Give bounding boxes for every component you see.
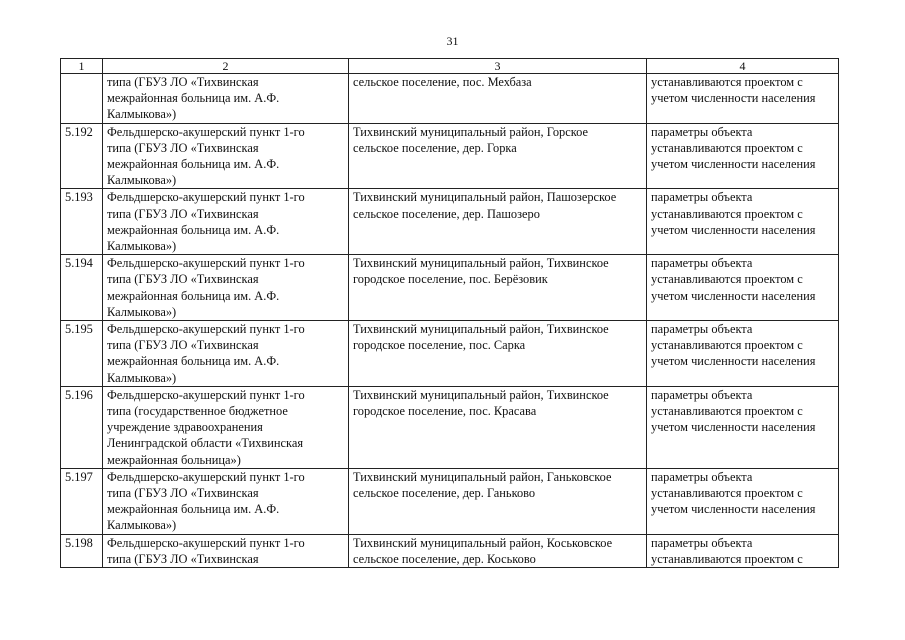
table-row [61, 468, 839, 534]
object-parameters-text: параметры объекта устанавливаются проектом с учетом численности населения [651, 469, 816, 517]
object-location-cell [349, 468, 647, 534]
object-location-text: Тихвинский муниципальный район, Тихвинское городское поселение, пос. Красава [353, 387, 609, 419]
column-header-4: 4 [647, 59, 839, 74]
object-name-text: Фельдшерско-акушерский пункт 1-го типа (ГБУЗ ЛО «Тихвинская межрайонная больница им. А.Ф. Калмыкова») [107, 190, 305, 254]
row-number-text: 5.196 [65, 387, 93, 402]
row-number-text: 5.197 [65, 469, 93, 484]
object-parameters-cell [647, 123, 839, 189]
object-name-text: Фельдшерско-акушерский пункт 1-го типа (ГБУЗ ЛО «Тихвинская межрайонная больница им. А.Ф. Калмыкова») [107, 124, 305, 188]
object-name-text: Фельдшерско-акушерский пункт 1-го типа (ГБУЗ ЛО «Тихвинская межрайонная больница им. А.Ф. Калмыкова») [107, 256, 305, 319]
column-header-3: 3 [349, 59, 647, 74]
object-name-text: Фельдшерско-акушерский пункт 1-го типа (ГБУЗ ЛО «Тихвинская межрайонная больница им. А.Ф. Калмыкова») [107, 322, 305, 385]
object-location-text: Тихвинский муниципальный район, Коськовское сельское поселение, дер. Коськово [353, 535, 613, 566]
column-header-2: 2 [103, 59, 349, 74]
table-row [61, 255, 839, 321]
table-row [61, 123, 839, 189]
object-parameters-cell [647, 534, 839, 567]
object-name-text: Фельдшерско-акушерский пункт 1-го типа (ГБУЗ ЛО «Тихвинская межрайонная больница им. А.Ф. Калмыкова») [107, 469, 305, 533]
object-location-text: Тихвинский муниципальный район, Тихвинское городское поселение, пос. Сарка [353, 322, 609, 353]
object-name-cell [103, 123, 349, 189]
object-parameters-text: параметры объекта устанавливаются проектом с учетом численности населения [651, 124, 816, 172]
object-parameters-text: устанавливаются проектом с учетом численности населения [651, 75, 816, 106]
object-parameters-text: параметры объекта устанавливаются проектом с учетом численности населения [651, 387, 816, 435]
object-parameters-cell [647, 189, 839, 255]
row-number-text: 5.198 [65, 535, 93, 550]
object-location-cell [349, 255, 647, 321]
object-name-cell [103, 255, 349, 321]
object-parameters-text: параметры объекта устанавливаются проектом с [651, 535, 803, 566]
object-location-text: Тихвинский муниципальный район, Пашозерское сельское поселение, дер. Пашозеро [353, 190, 617, 221]
table-header [61, 59, 839, 74]
row-number-text: 5.193 [65, 190, 93, 205]
object-name-cell [103, 386, 349, 468]
table-row [61, 189, 839, 255]
object-name-text: типа (ГБУЗ ЛО «Тихвинская межрайонная больница им. А.Ф. Калмыкова») [107, 75, 280, 122]
row-number-cell [61, 386, 103, 468]
object-name-cell [103, 534, 349, 567]
table-body [61, 74, 839, 568]
header-row [61, 59, 839, 74]
object-parameters-cell [647, 74, 839, 124]
row-number-text: 5.192 [65, 124, 93, 139]
object-parameters-cell [647, 321, 839, 387]
object-location-cell [349, 189, 647, 255]
object-location-cell [349, 74, 647, 124]
row-number-cell [61, 468, 103, 534]
object-location-text: Тихвинский муниципальный район, Тихвинское городское поселение, пос. Берёзовик [353, 256, 609, 287]
object-name-cell [103, 468, 349, 534]
table-row [61, 534, 839, 567]
row-number-cell [61, 255, 103, 321]
object-location-cell [349, 321, 647, 387]
object-location-cell [349, 534, 647, 567]
object-parameters-text: параметры объекта устанавливаются проектом с учетом численности населения [651, 190, 816, 237]
object-name-text: Фельдшерско-акушерский пункт 1-го типа (государственное бюджетное учреждение здравоохранения Ленинградской области «Тихвинская межрайонная больница») [107, 387, 305, 467]
object-parameters-text: параметры объекта устанавливаются проектом с учетом численности населения [651, 322, 816, 369]
row-number-text: 5.194 [65, 256, 93, 271]
object-location-text: сельское поселение, пос. Мехбаза [353, 75, 532, 89]
object-name-cell [103, 321, 349, 387]
table-row [61, 74, 839, 124]
object-location-cell [349, 386, 647, 468]
object-parameters-cell [647, 255, 839, 321]
row-number-cell [61, 74, 103, 124]
objects-table [60, 58, 839, 568]
table-row [61, 386, 839, 468]
object-parameters-text: параметры объекта устанавливаются проектом с учетом численности населения [651, 256, 816, 303]
row-number-text: 5.195 [65, 322, 93, 337]
object-name-text: Фельдшерско-акушерский пункт 1-го типа (ГБУЗ ЛО «Тихвинская [107, 535, 305, 566]
row-number-cell [61, 189, 103, 255]
object-location-text: Тихвинский муниципальный район, Ганьковское сельское поселение, дер. Ганьково [353, 469, 612, 501]
row-number-cell [61, 123, 103, 189]
object-location-cell [349, 123, 647, 189]
table-row [61, 321, 839, 387]
column-header-1: 1 [61, 59, 103, 74]
object-location-text: Тихвинский муниципальный район, Горское сельское поселение, дер. Горка [353, 124, 588, 155]
object-parameters-cell [647, 386, 839, 468]
row-number-cell [61, 321, 103, 387]
object-name-cell [103, 74, 349, 124]
page-number: 31 [446, 34, 459, 48]
object-name-cell [103, 189, 349, 255]
row-number-cell [61, 534, 103, 567]
object-parameters-cell [647, 468, 839, 534]
